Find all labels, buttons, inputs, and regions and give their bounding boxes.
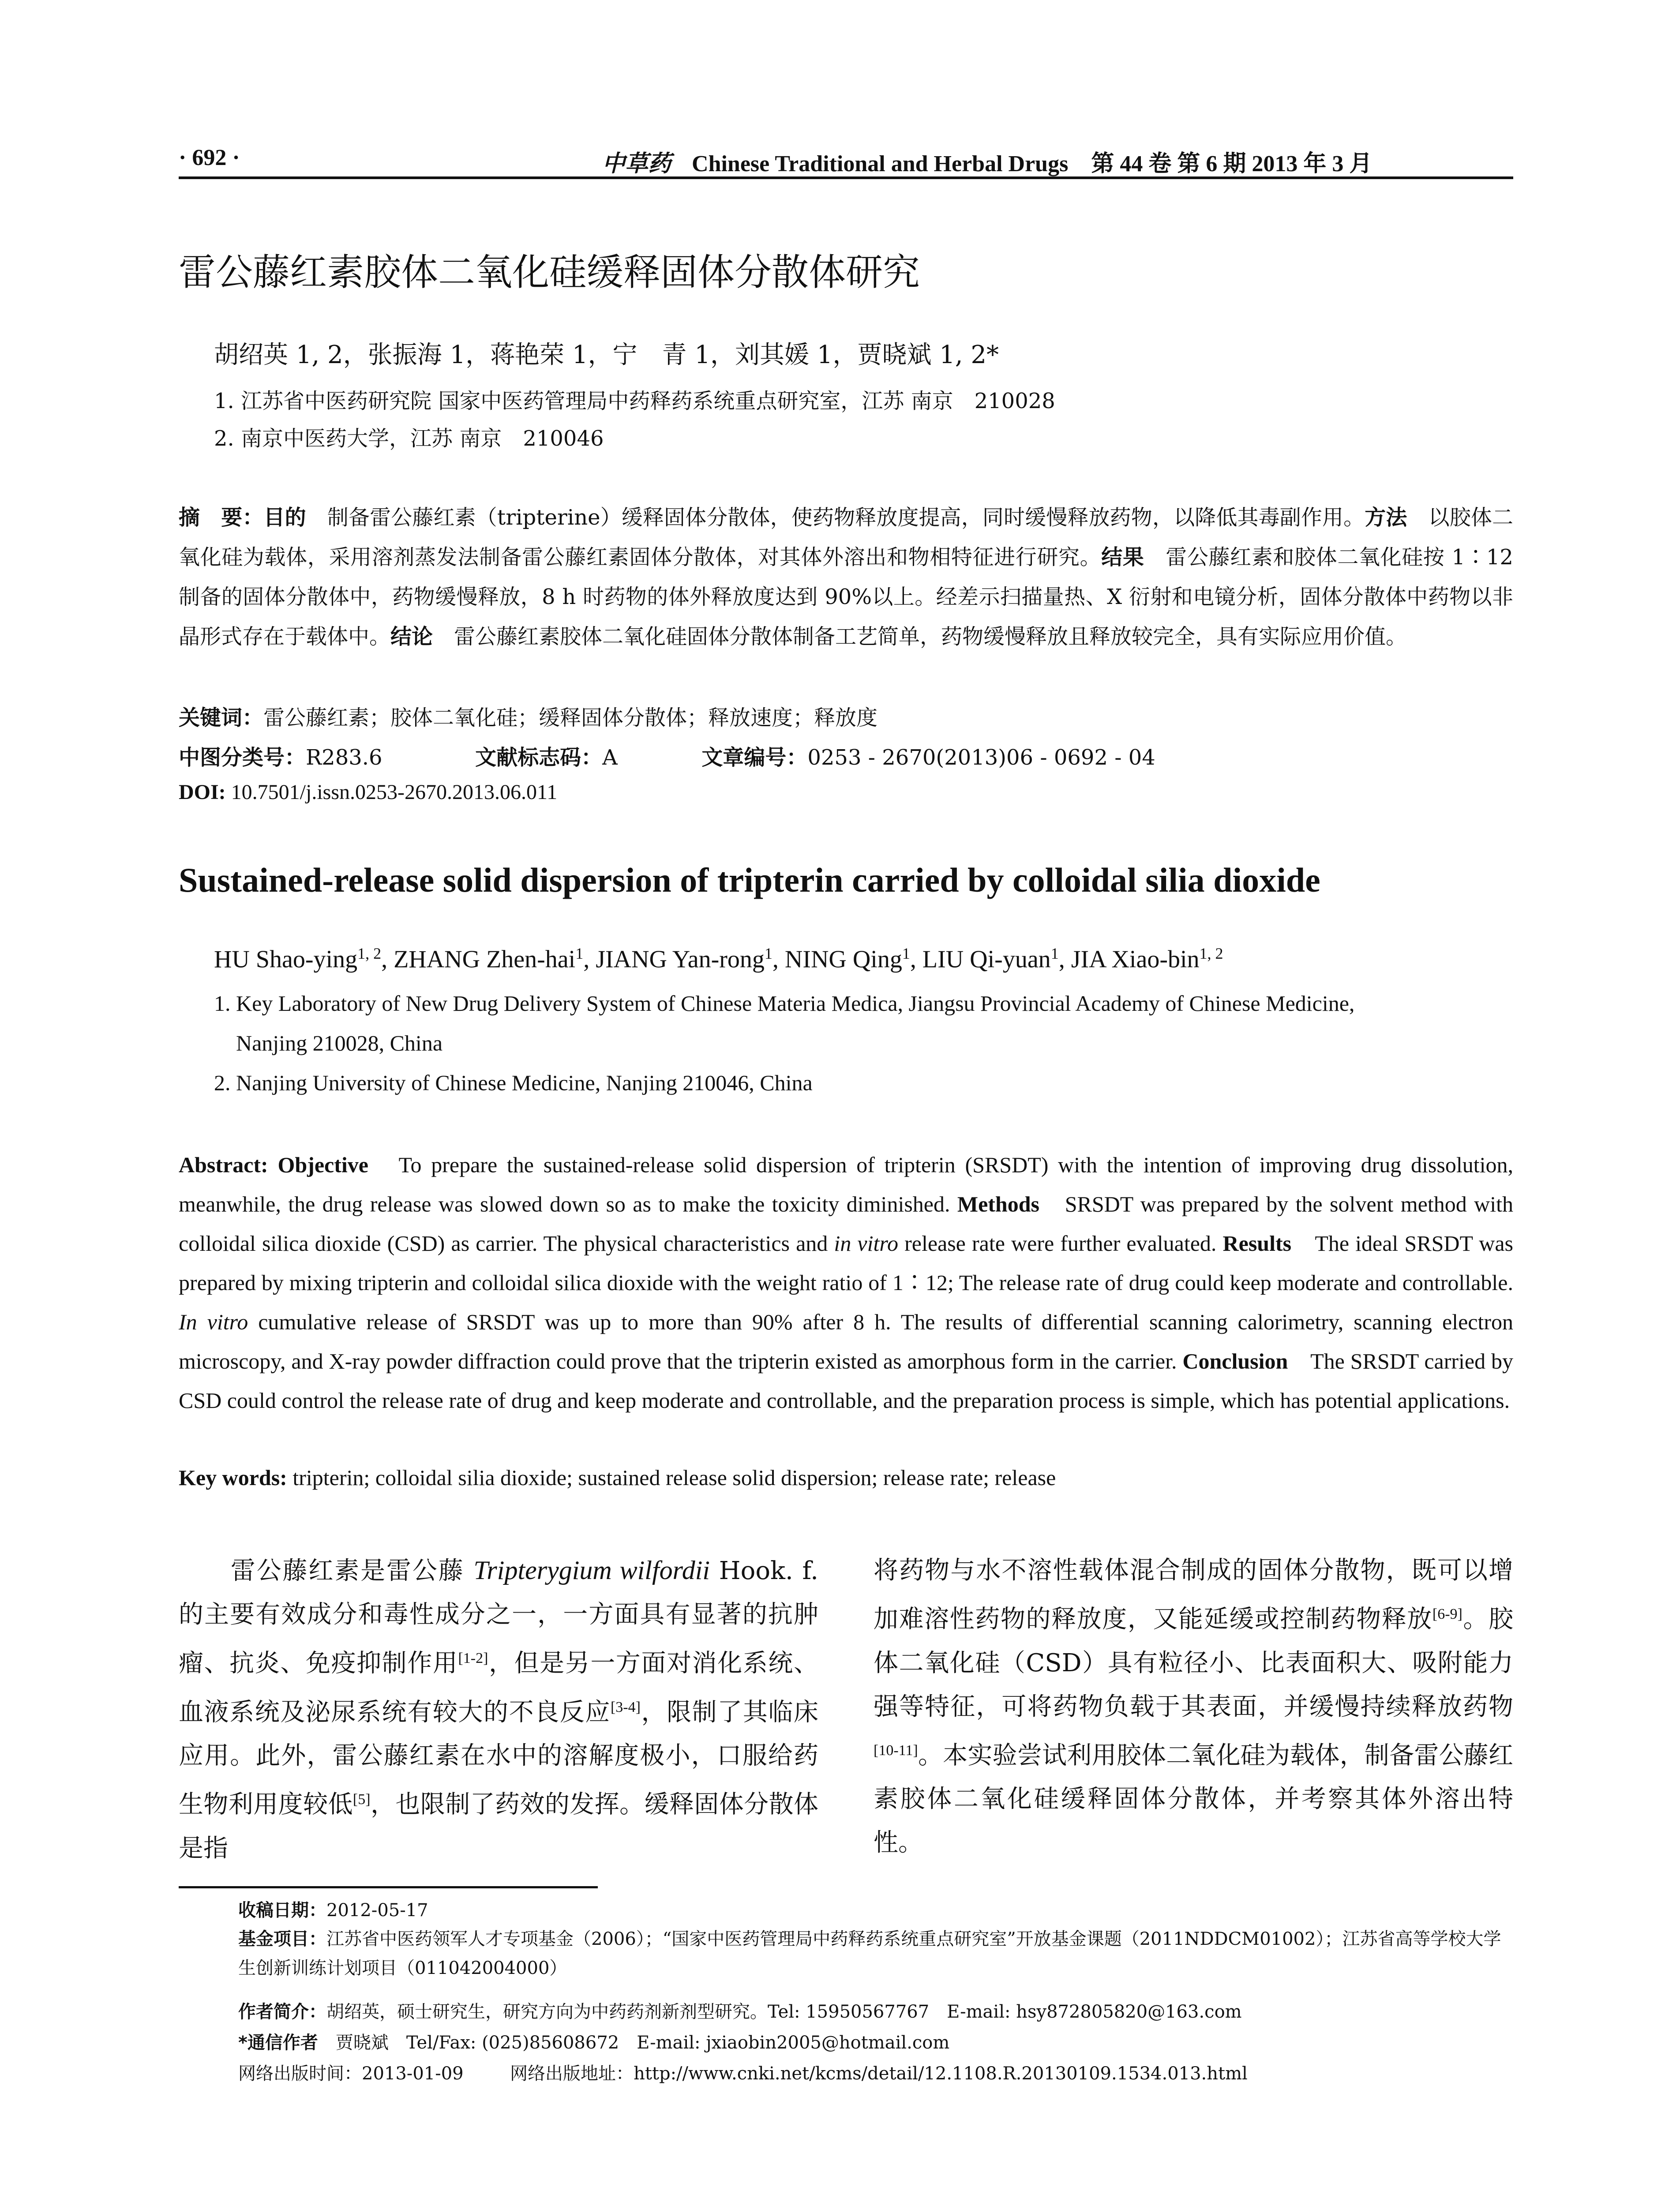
online-url: http://www.cnki.net/kcms/detail/12.1108.R.20130109.1534.013.html: [634, 2063, 1248, 2084]
clc-value: R283.6: [306, 745, 382, 770]
citation-2: [3-4]: [610, 1699, 641, 1715]
cn-objective: 制备雷公藤红素（tripterine）缓释固体分散体，使药物释放度提高，同时缓慢释放药物，以降低其毒副作用。: [306, 505, 1365, 530]
journal-name-en: Chinese Traditional and Herbal Drugs: [692, 151, 1069, 176]
author-bio-label: 作者简介：: [238, 2002, 326, 2022]
cn-methods-label: 方法: [1365, 505, 1407, 530]
body-left-p2: Hook. f. 的主要有效成分和毒性成分之一，一方面具有显著的抗肿瘤、抗炎、免疫抑制作用: [179, 1557, 818, 1678]
cn-classification: [179, 740, 1155, 771]
body-left-p4: ，限制了其临床应用。此外，雷公藤红素在水中的溶解度极小，口服给药生物利用度较低: [179, 1698, 819, 1819]
cn-results: 雷公藤红素和胶体二氧化硅按 1∶12 制备的固体分散体中，药物缓慢释放，8 h 时药物的体外释放度达到 90%以上。经差示扫描量热、X 衍射和电镜分析，固体分散体中药物以非晶形式存在于载体中。: [179, 545, 1513, 649]
en-conclusion-label: Conclusion: [1182, 1349, 1288, 1373]
body-right-p3: 。本实验尝试利用胶体二氧化硅为载体，制备雷公藤红素胶体二氧化硅缓释固体分散体，并考察其体外溶出特性。: [874, 1741, 1513, 1857]
doi-label: DOI:: [179, 780, 226, 804]
en-conclusion: The SRSDT carried by CSD could control the release rate of drug and keep moderate and controllable, and the preparation process is simple, which has potential applications.: [179, 1349, 1513, 1413]
body-column-right: [874, 1549, 1513, 1865]
cn-conclusion-label: 结论: [390, 624, 433, 649]
en-methods-italic: in vitro: [834, 1231, 898, 1256]
cn-keywords: [179, 701, 878, 731]
en-abstract: [179, 1145, 1513, 1420]
article-no-label: 文章编号：: [701, 745, 808, 770]
doc-code-label: 文献标志码：: [475, 745, 603, 770]
en-keywords: [179, 1465, 1056, 1490]
en-author-6: JIA Xiao-bin: [1071, 945, 1200, 973]
footnote-fund: [238, 1925, 1513, 1983]
body-column-left: [179, 1549, 818, 1870]
en-methods-b: release rate were further evaluated.: [898, 1231, 1217, 1256]
en-keywords-label: Key words:: [179, 1465, 287, 1490]
body-left-p5: ，也限制了药效的发挥。缓释固体分散体是指: [179, 1790, 819, 1863]
cn-objective-label: 目的: [263, 505, 306, 530]
cn-keywords-label: 关键词：: [179, 705, 264, 730]
body-left-p1: 雷公藤红素是雷公藤: [179, 1557, 474, 1585]
cn-methods: 以胶体二氧化硅为载体，采用溶剂蒸发法制备雷公藤红素固体分散体，对其体外溶出和物相特征进行研究。: [179, 505, 1513, 570]
cn-title: 雷公藤红素胶体二氧化硅缓释固体分散体研究: [179, 251, 920, 294]
journal-issue: 第 44 卷 第 6 期 2013 年 3 月: [1091, 151, 1372, 176]
clc-label: 中图分类号：: [179, 745, 306, 770]
body-left-p3: ，但是另一方面对消化系统、血液系统及泌尿系统有较大的不良反应: [179, 1649, 819, 1727]
online-date-label: 网络出版时间：: [238, 2063, 362, 2084]
cn-abstract: [179, 498, 1513, 657]
doc-code-value: A: [602, 745, 618, 770]
footnote-online: [238, 2060, 1248, 2085]
cn-affiliation-2: 2. 南京中医药大学，江苏 南京 210046: [214, 426, 604, 451]
footnote-received: [238, 1896, 428, 1921]
online-date: 2013-01-09: [362, 2063, 464, 2084]
cn-affiliation-1: 1. 江苏省中医药研究院 国家中医药管理局中药释药系统重点研究室，江苏 南京 210028: [214, 389, 1055, 413]
footnote-rule: [179, 1886, 598, 1888]
citation-1: [1-2]: [458, 1650, 488, 1666]
journal-name-cn: 中草药: [602, 150, 671, 177]
en-affiliation-1-cont: Nanjing 210028, China: [236, 1031, 443, 1055]
en-title: Sustained-release solid dispersion of tripterin carried by colloidal silia dioxide: [179, 861, 1320, 899]
en-author-2-affil: 1: [575, 945, 584, 962]
received-label: 收稿日期：: [238, 1900, 326, 1921]
en-author-4: NING Qing: [784, 945, 902, 973]
en-authors: HU Shao-ying$^{1, 2}$, ZHANG Zhen-hai$^1$, JIANG Yan-rong$^1$, NING Qing$^1$, LIU Qi-yuan$^1$, JIA Xiao-bin$^{1, 2}$: [214, 945, 1223, 973]
page-number: · 692 ·: [179, 145, 240, 170]
citation-3: [5]: [352, 1791, 371, 1808]
cn-abstract-label: 摘 要：: [179, 505, 264, 530]
en-objective-label: Objective: [278, 1152, 368, 1177]
en-objective: To prepare the sustained-release solid dispersion of tripterin (SRSDT) with the intention of improving drug dissolution, meanwhile, the drug release was slowed down so as to make the toxicity diminished.: [179, 1152, 1514, 1216]
cn-conclusion: 雷公藤红素胶体二氧化硅固体分散体制备工艺简单，药物缓慢释放且释放较完全，具有实际应用价值。: [433, 624, 1407, 649]
en-results-italic: In vitro: [179, 1309, 248, 1334]
fund-label: 基金项目：: [238, 1929, 326, 1949]
corresponding-info: 贾晓斌 Tel/Fax: (025)85608672 E-mail: jxiaobin2005@hotmail.com: [318, 2033, 950, 2053]
en-results-b: cumulative release of SRSDT was up to more than 90% after 8 h. The results of differential scanning calorimetry, scanning electron microscopy, and X-ray powder diffraction could prove that the tripterin existed as amorphous form in the carrier.: [179, 1309, 1513, 1373]
en-author-3-affil: 1: [764, 945, 772, 962]
en-author-6-affil: 1, 2: [1199, 945, 1223, 962]
en-affiliation-1: 1. Key Laboratory of New Drug Delivery System of Chinese Materia Medica, Jiangsu Provincial Academy of Chinese Medicine,: [214, 991, 1355, 1016]
species-name: Tripterygium wilfordii: [473, 1556, 710, 1585]
en-methods-a: SRSDT was prepared by the solvent method with colloidal silica dioxide (CSD) as carrier. The physical characteristics and: [179, 1192, 1514, 1256]
cn-authors: 胡绍英 1, 2，张振海 1，蒋艳荣 1，宁 青 1，刘其媛 1，贾晓斌 1, 2*: [214, 341, 999, 369]
body-right-p2: 。胶体二氧化硅（CSD）具有粒径小、比表面积大、吸附能力强等特征，可将药物负载于其表面，并缓慢持续释放药物: [874, 1605, 1514, 1721]
en-author-3: JIANG Yan-rong: [596, 945, 765, 973]
corresponding-label: *通信作者: [238, 2033, 318, 2053]
received-date: 2012-05-17: [326, 1900, 428, 1921]
en-methods-label: Methods: [957, 1192, 1039, 1216]
body-right-p1: 将药物与水不溶性载体混合制成的固体分散物，既可以增加难溶性药物的释放度，又能延缓或控制药物释放: [874, 1556, 1513, 1634]
citation-4: [6-9]: [1432, 1606, 1462, 1622]
author-bio: 胡绍英，硕士研究生，研究方向为中药药剂新剂型研究。Tel: 15950567767 E-mail: hsy872805820@163.com: [326, 2002, 1242, 2022]
en-author-5-affil: 1: [1050, 945, 1059, 962]
article-no-value: 0253 - 2670(2013)06 - 0692 - 04: [807, 745, 1155, 770]
en-results-a: The ideal SRSDT was prepared by mixing tripterin and colloidal silica dioxide with the weight ratio of 1∶12; The release rate of drug could keep moderate and controllable.: [179, 1231, 1513, 1295]
en-abstract-label: Abstract:: [179, 1152, 268, 1177]
online-url-label: 网络出版地址：: [510, 2063, 634, 2084]
en-results-label: Results: [1222, 1231, 1292, 1256]
en-keywords-text: tripterin; colloidal silia dioxide; sustained release solid dispersion; release rate; release: [287, 1465, 1056, 1490]
fund-text: 江苏省中医药领军人才专项基金（2006）；“国家中医药管理局中药释药系统重点研究室”开放基金课题（2011NDDCM01002）；江苏省高等学校大学生创新训练计划项目（011042004000）: [238, 1929, 1501, 1978]
en-author-1: HU Shao-ying: [214, 945, 358, 973]
footnote-corresponding: [238, 2029, 949, 2054]
cn-results-label: 结果: [1101, 545, 1144, 570]
en-affiliation-2: 2. Nanjing University of Chinese Medicine, Nanjing 210046, China: [214, 1070, 813, 1095]
en-author-2: ZHANG Zhen-hai: [394, 945, 576, 973]
journal-title: [602, 145, 1372, 178]
running-header: [179, 141, 1513, 179]
citation-5: [10-11]: [874, 1742, 918, 1759]
cn-keywords-text: 雷公藤红素；胶体二氧化硅；缓释固体分散体；释放速度；释放度: [263, 705, 878, 730]
cn-doi: [179, 780, 557, 804]
en-author-5: LIU Qi-yuan: [922, 945, 1051, 973]
footnote-author: [238, 1998, 1242, 2023]
en-author-4-affil: 1: [902, 945, 910, 962]
doi-value: 10.7501/j.issn.0253-2670.2013.06.011: [225, 780, 558, 804]
en-author-1-affil: 1, 2: [357, 945, 382, 962]
